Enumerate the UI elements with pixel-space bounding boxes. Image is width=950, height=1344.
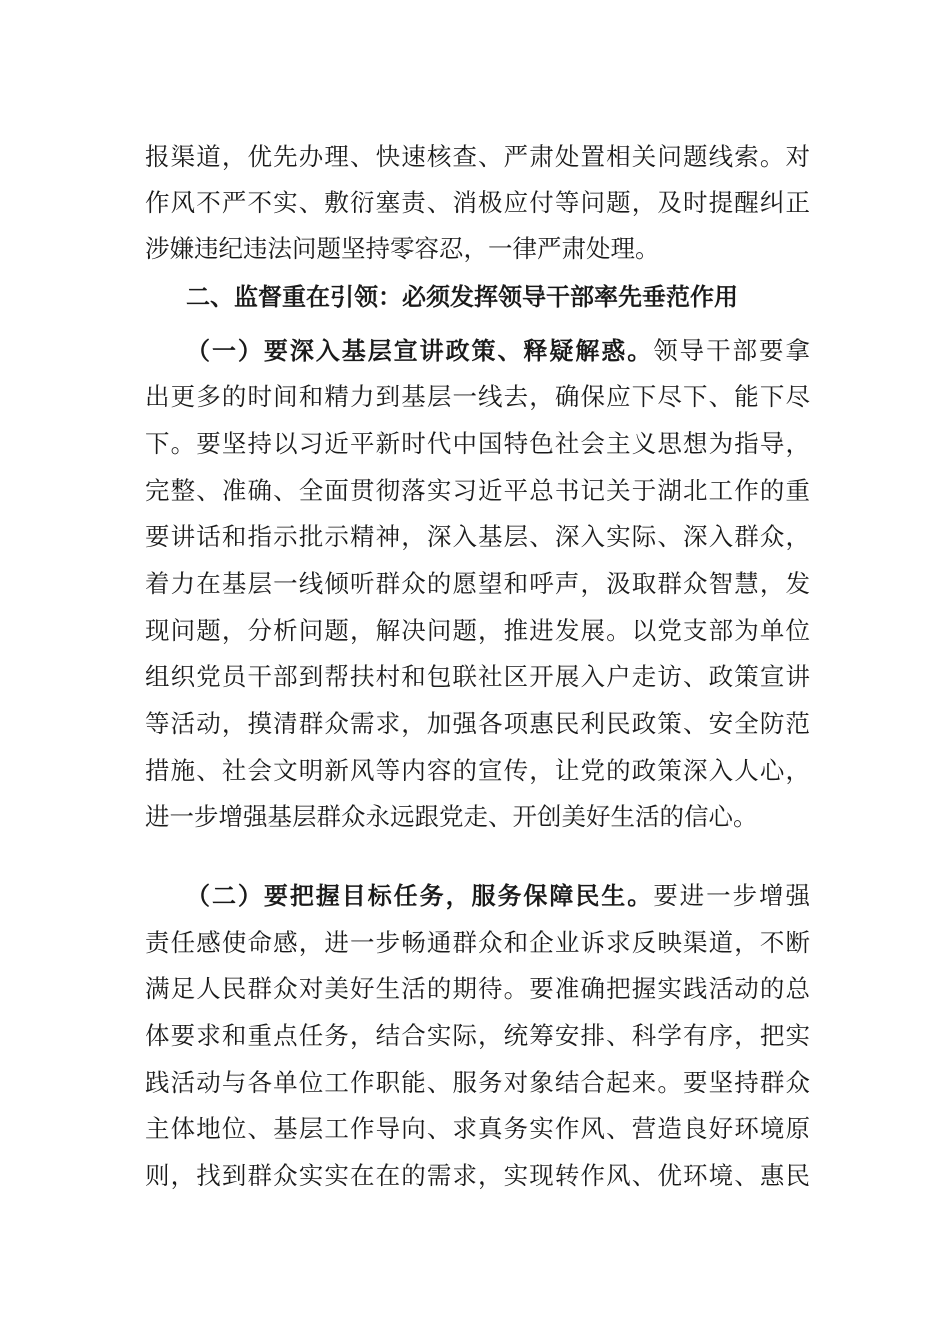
body-text-line: 满足人民群众对美好生活的期待。要准确把握实践活动的总 bbox=[145, 974, 810, 1003]
subsection-first-line bbox=[186, 328, 810, 374]
body-text-line: 作风不严不实、敷衍塞责、消极应付等问题，及时提醒纠正 bbox=[145, 188, 810, 217]
body-text-line: 要讲话和指示批示精神，深入基层、深入实际、深入群众， bbox=[145, 522, 810, 551]
body-text-line: 着力在基层一线倾听群众的愿望和呼声，汲取群众智慧，发 bbox=[145, 569, 810, 598]
subsection-first-line bbox=[186, 873, 810, 919]
body-text-line: 主体地位、基层工作导向、求真务实作风、营造良好环境原 bbox=[145, 1114, 810, 1143]
body-text-line: 下。要坚持以习近平新时代中国特色社会主义思想为指导， bbox=[145, 429, 810, 458]
body-text-line: 践活动与各单位工作职能、服务对象结合起来。要坚持群众 bbox=[145, 1068, 810, 1097]
subsection-title: （一）要深入基层宣讲政策、释疑解惑。 bbox=[186, 337, 654, 365]
body-text-line: 现问题，分析问题，解决问题，推进发展。以党支部为单位 bbox=[145, 616, 810, 645]
body-text-line: 组织党员干部到帮扶村和包联社区开展入户走访、政策宣讲 bbox=[145, 662, 810, 691]
body-text-line: 完整、准确、全面贯彻落实习近平总书记关于湖北工作的重 bbox=[145, 476, 810, 505]
body-text-line: 等活动，摸清群众需求，加强各项惠民利民政策、安全防范 bbox=[145, 709, 810, 738]
section-heading: 二、监督重在引领：必须发挥领导干部率先垂范作用 bbox=[186, 283, 738, 311]
body-text-line: 责任感使命感，进一步畅通群众和企业诉求反映渠道，不断 bbox=[145, 928, 810, 957]
body-text-line: 体要求和重点任务，结合实际，统筹安排、科学有序，把实 bbox=[145, 1021, 810, 1050]
body-text-run: 要进一步增强 bbox=[653, 881, 810, 910]
subsection-title: （二）要把握目标任务，服务保障民生。 bbox=[186, 882, 654, 910]
body-text-run: 领导干部要拿 bbox=[653, 336, 810, 365]
body-text-line: 进一步增强基层群众永远跟党走、开创美好生活的信心。 bbox=[145, 802, 758, 831]
body-text-line: 措施、社会文明新风等内容的宣传，让党的政策深入人心， bbox=[145, 756, 810, 785]
body-text-line: 报渠道，优先办理、快速核查、严肃处置相关问题线索。对 bbox=[145, 142, 810, 171]
body-text-line: 则，找到群众实实在在的需求，实现转作风、优环境、惠民 bbox=[145, 1161, 810, 1190]
body-text-line: 出更多的时间和精力到基层一线去，确保应下尽下、能下尽 bbox=[145, 382, 810, 411]
body-text-line: 涉嫌违纪违法问题坚持零容忍，一律严肃处理。 bbox=[145, 234, 660, 263]
